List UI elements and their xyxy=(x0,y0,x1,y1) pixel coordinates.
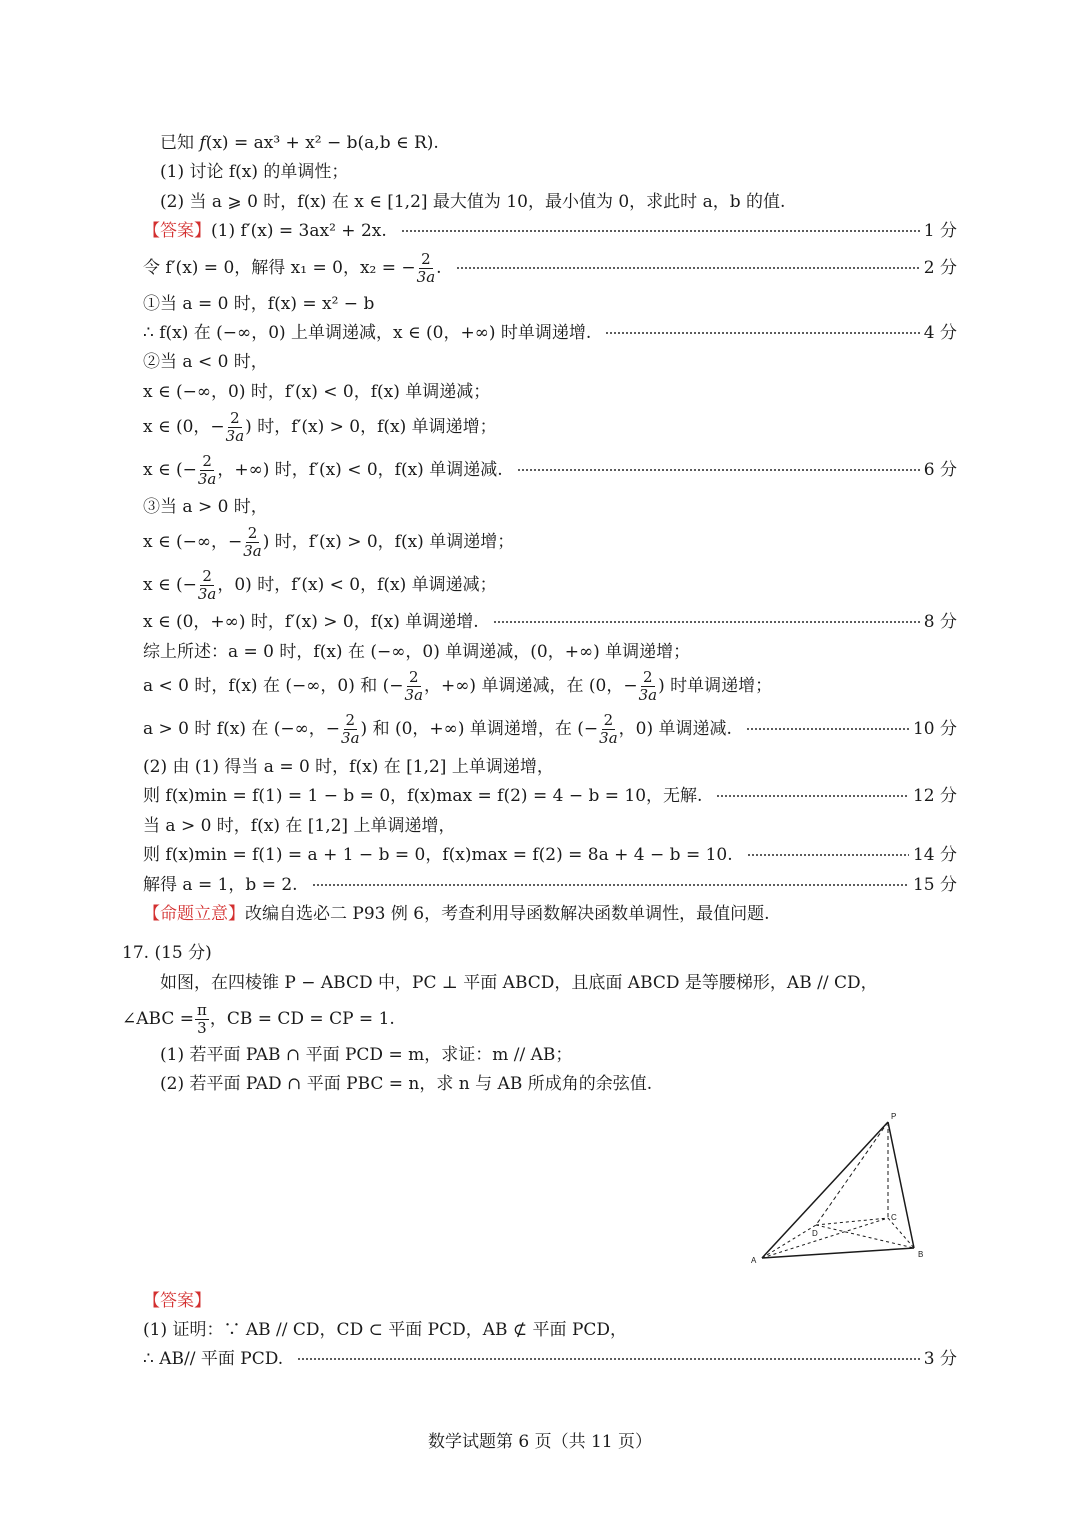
fraction: $\frac{2}{3a}$ xyxy=(197,451,217,488)
label-A: A xyxy=(751,1256,757,1265)
sol17-answer-label: 【答案】 xyxy=(143,1291,211,1311)
problem16-q2: (2) 当 a ⩾ 0 时，f(x) 在 x ∈ [1,2] 最大值为 10，最小值为 0，求此时 a，b 的值. xyxy=(160,192,786,212)
dot-leader xyxy=(493,621,920,623)
dot-leader xyxy=(716,795,909,797)
dot-leader xyxy=(312,884,909,886)
pyramid-figure xyxy=(748,1108,938,1268)
sol16-line-1: 【答案】(1) f′(x) = 3ax² + 2x. 1 分 xyxy=(143,216,957,246)
sol17-line-1: (1) 证明：∵ AB // CD，CD ⊂ 平面 PCD，AB ⊄ 平面 PCD， xyxy=(143,1320,628,1340)
edge-AB xyxy=(762,1248,914,1258)
sol16-line-9: ③当 a > 0 时， xyxy=(143,497,268,517)
fraction-pi-3: $\frac{\pi}{3}$ xyxy=(196,1000,207,1037)
label-C: C xyxy=(891,1213,897,1222)
edge-PD xyxy=(816,1122,888,1225)
problem17-q1: (1) 若平面 PAB ∩ 平面 PCD = m，求证：m // AB； xyxy=(160,1045,573,1065)
sol16-line-10: x ∈ (−∞，− $\frac{2}{3a}$ ) 时，f′(x) > 0，f(x) 单调递增； xyxy=(143,523,515,560)
sol16-line-19: 则 f(x)min = f(1) = a + 1 − b = 0，f(x)max = f(2) = 8a + 4 − b = 10. 14 分 xyxy=(143,845,957,865)
dot-leader xyxy=(401,230,920,232)
sol16-line-13: 综上所述：a = 0 时，f(x) 在 (−∞，0) 单调递减，(0，+∞) 单调递增； xyxy=(143,642,691,662)
label-D: D xyxy=(812,1229,818,1238)
page-footer: 数学试题第 6 页（共 11 页） xyxy=(427,1432,653,1452)
edge-CB xyxy=(888,1218,914,1248)
fraction: $\frac{2}{3a}$ xyxy=(341,710,360,747)
problem17-line-1: 如图，在四棱锥 P − ABCD 中，PC ⊥ 平面 ABCD，且底面 ABCD 是等腰梯形，AB // CD， xyxy=(160,973,878,993)
fraction: $\frac{2}{3a}$ xyxy=(416,249,436,286)
dot-leader xyxy=(456,267,920,269)
sol16-intent: 【命题立意】改编自选必二 P93 例 6，考查利用导函数解决函数单调性，最值问题. xyxy=(143,904,770,924)
score: 1 分 xyxy=(923,221,957,241)
sol16-line-16: (2) 由 (1) 得当 a = 0 时，f(x) 在 [1,2] 上单调递增， xyxy=(143,757,554,777)
sol16-line-17: 则 f(x)min = f(1) = 1 − b = 0，f(x)max = f(2) = 4 − b = 10，无解. 12 分 xyxy=(143,786,957,806)
sol16-line-12: x ∈ (0，+∞) 时，f′(x) > 0，f(x) 单调递增. 8 分 xyxy=(143,612,957,632)
sol16-line-5: ②当 a < 0 时， xyxy=(143,352,268,372)
edge-DB xyxy=(816,1225,914,1248)
problem17-header: 17. (15 分) xyxy=(122,943,212,963)
sol16-line-3: ①当 a = 0 时，f(x) = x² − b xyxy=(143,294,375,314)
fraction: $\frac{2}{3a}$ xyxy=(599,710,618,747)
sol16-line-2: 令 f′(x) = 0，解得 x₁ = 0，x₂ = − $\frac{2}{3a}$ . 2 分 xyxy=(143,249,957,286)
dot-leader xyxy=(747,854,909,856)
label-B: B xyxy=(918,1250,924,1259)
dot-leader xyxy=(517,469,920,471)
sol16-line-7: x ∈ (0，− $\frac{2}{3a}$ ) 时，f′(x) > 0，f(x) 单调递增； xyxy=(143,408,497,445)
fraction: $\frac{2}{3a}$ xyxy=(404,667,424,704)
sol16-line-15: a > 0 时 f(x) 在 (−∞，− $\frac{2}{3a}$ ) 和 (0，+∞) 单调递增，在 (− $\frac{2}{3a}$ ，0) 单调递减. 10 分 xyxy=(143,710,957,747)
answer-label: 【答案】 xyxy=(143,221,211,241)
problem16-q1: (1) 讨论 f(x) 的单调性； xyxy=(160,162,349,182)
sol16-line-18: 当 a > 0 时，f(x) 在 [1,2] 上单调递增， xyxy=(143,816,456,836)
sol17-line-2: ∴ AB// 平面 PCD. 3 分 xyxy=(143,1349,957,1369)
label-P: P xyxy=(891,1112,897,1121)
sol16-line-6: x ∈ (−∞，0) 时，f′(x) < 0，f(x) 单调递减； xyxy=(143,382,491,402)
sol16-line-11: x ∈ (− $\frac{2}{3a}$ ，0) 时，f′(x) < 0，f(x) 单调递减； xyxy=(143,566,497,603)
intent-label: 【命题立意】 xyxy=(143,904,245,924)
sol16-line-4: ∴ f(x) 在 (−∞，0) 上单调递减，x ∈ (0，+∞) 时单调递增. 4 分 xyxy=(143,323,957,343)
problem17-line-2: ∠ABC = $\frac{\pi}{3}$ ，CB = CD = CP = 1. xyxy=(122,1000,395,1037)
fraction: $\frac{2}{3a}$ xyxy=(225,408,245,445)
dot-leader xyxy=(297,1358,920,1360)
problem16-stem: 已知 f (x) = ax³ + x² − b(a,b ∈ R). xyxy=(160,133,439,153)
edge-PB xyxy=(888,1122,914,1248)
sol16-line-14: a < 0 时，f(x) 在 (−∞，0) 和 (− $\frac{2}{3a}$ ，+∞) 单调递减，在 (0，− $\frac{2}{3a}$ ) 时单调递增； xyxy=(143,667,773,704)
sol16-line-20: 解得 a = 1，b = 2. 15 分 xyxy=(143,875,957,895)
dot-leader xyxy=(746,728,909,730)
fraction: $\frac{2}{3a}$ xyxy=(638,667,658,704)
fraction: $\frac{2}{3a}$ xyxy=(197,566,217,603)
problem17-q2: (2) 若平面 PAD ∩ 平面 PBC = n，求 n 与 AB 所成角的余弦值. xyxy=(160,1074,653,1094)
fraction: $\frac{2}{3a}$ xyxy=(243,523,262,560)
sol16-line-8: x ∈ (− $\frac{2}{3a}$ ，+∞) 时，f′(x) < 0，f(x) 单调递减. 6 分 xyxy=(143,451,957,488)
dot-leader xyxy=(605,332,919,334)
